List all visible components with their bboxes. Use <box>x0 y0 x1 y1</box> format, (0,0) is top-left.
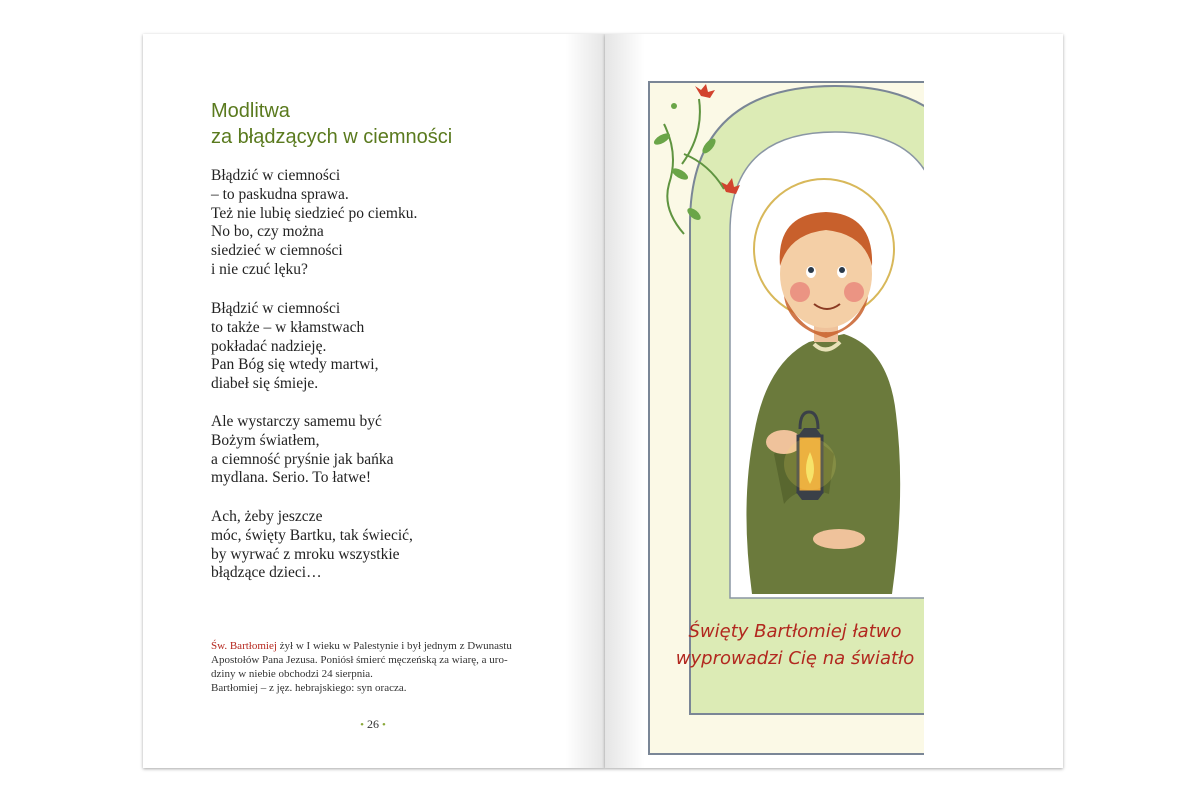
verse-line: pokładać nadzieję. <box>211 337 327 355</box>
verse-line: błądzące dzieci… <box>211 564 322 582</box>
footnote-line <box>211 639 551 653</box>
verse-line: mydlana. Serio. To łatwe! <box>211 469 372 487</box>
verse-line: No bo, czy można <box>211 223 324 241</box>
verse-line: Błądzić w ciemności <box>211 167 341 184</box>
verse-line: i nie czuć lęku? <box>211 260 308 278</box>
title-line: Modlitwa <box>211 100 290 122</box>
verse-line: – to paskudna sprawa. <box>211 185 349 203</box>
page-number <box>333 717 413 732</box>
stanza-1 <box>211 167 417 280</box>
footnote-line: dziny w niebie obchodzi 24 sierpnia. <box>211 668 373 680</box>
stanza-3 <box>211 413 394 488</box>
verse-line: Ale wystarczy samemu być <box>211 413 382 430</box>
footnote-line: Bartłomiej – z jęz. hebrajskiego: syn oracza. <box>211 682 407 694</box>
verse-line: Ach, żeby jeszcze <box>211 508 323 525</box>
prayer-title <box>211 98 452 150</box>
bullet-icon: • <box>382 719 386 731</box>
footnote <box>211 639 551 695</box>
page-number-value: 26 <box>367 717 379 731</box>
verse-line: to także – w kłamstwach <box>211 318 365 336</box>
caption-line: wyprowadzi Cię na światło <box>675 648 915 669</box>
title-line: za błądzących w ciemności <box>211 126 453 148</box>
footnote-line: Apostołów Pana Jezusa. Poniósł śmierć męczeńską za wiarę, a uro- <box>211 654 508 666</box>
illustration-caption <box>630 618 960 672</box>
caption-line: Święty Bartłomiej łatwo <box>688 621 902 642</box>
verse-line: a ciemność pryśnie jak bańka <box>211 450 394 468</box>
verse-line: Też nie lubię siedzieć po ciemku. <box>211 204 418 222</box>
stanza-2 <box>211 300 378 394</box>
verse-line: Bożym światłem, <box>211 431 320 449</box>
verse-line: siedzieć w ciemności <box>211 242 343 260</box>
verse-line: móc, święty Bartku, tak świecić, <box>211 526 413 544</box>
stanza-4 <box>211 508 413 583</box>
verse-line: diabeł się śmieje. <box>211 375 319 393</box>
verse-line: Błądzić w ciemności <box>211 300 341 317</box>
verse-line: by wyrwać z mroku wszystkie <box>211 545 400 563</box>
footnote-saint-name: Św. Bartłomiej <box>211 640 277 652</box>
hand-right <box>813 529 865 549</box>
verse-line: Pan Bóg się wtedy martwi, <box>211 356 379 374</box>
footnote-line-rest: żył w I wieku w Palestynie i był jednym z Dwunastu <box>276 640 512 652</box>
bullet-icon: • <box>360 719 364 731</box>
